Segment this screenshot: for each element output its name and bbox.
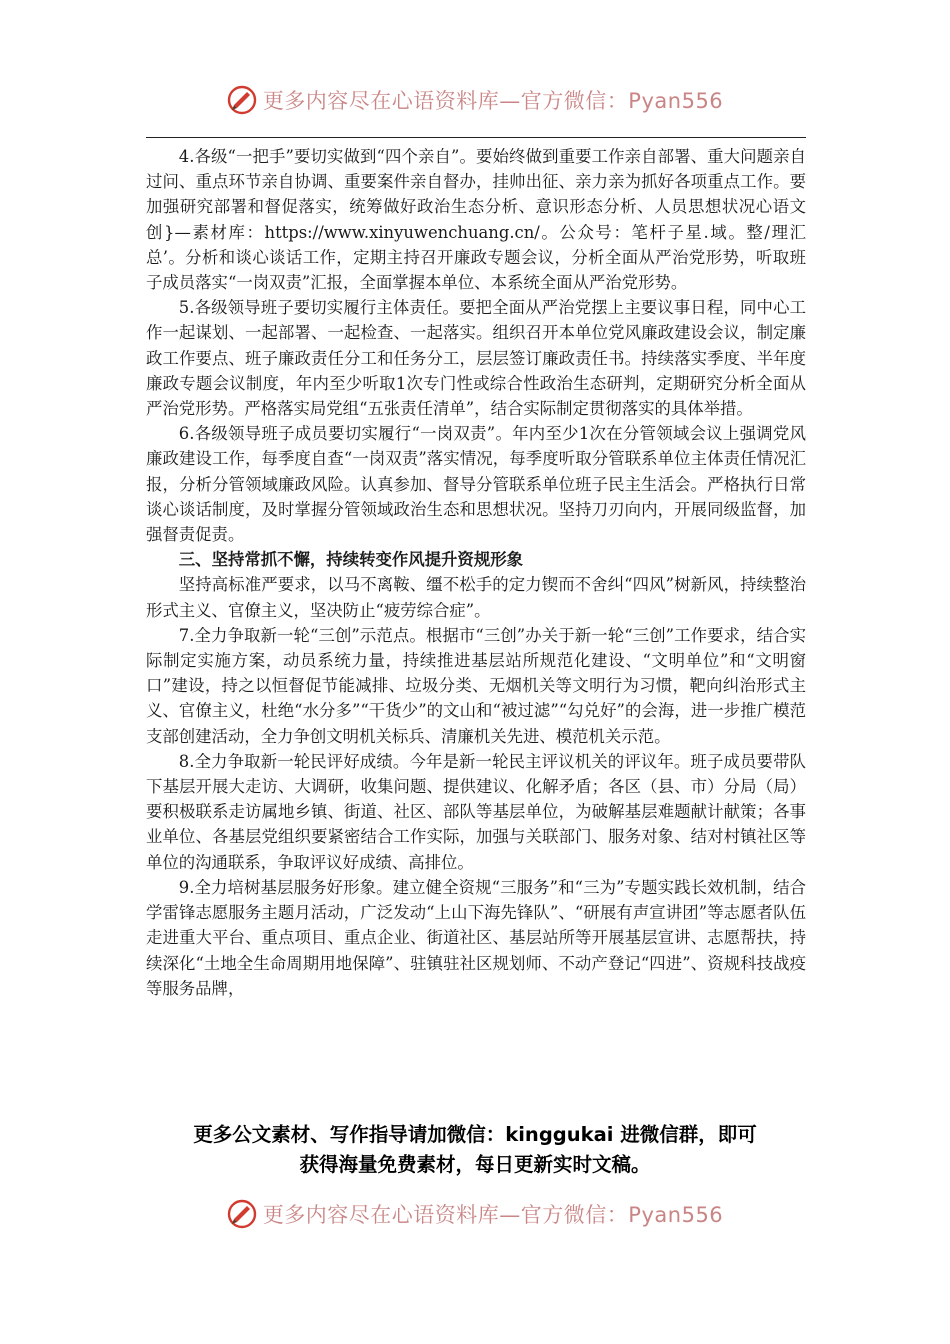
document-body	[146, 144, 806, 1001]
header-banner-text: 更多内容尽在心语资料库—官方微信：Pyan556	[262, 89, 724, 113]
header-banner	[0, 78, 950, 122]
header-divider	[146, 137, 806, 138]
promo-notice	[120, 1120, 830, 1180]
logo-icon	[227, 1199, 257, 1229]
paragraph: 5.各级领导班子要切实履行主体责任。要把全面从严治党摆上主要议事日程，同中心工作一起谋划、一起部署、一起检查、一起落实。组织召开本单位党风廉政建设会议，制定廉政工作要点、班子廉政责任分工和任务分工，层层签订廉政责任书。持续落实季度、半年度廉政专题会议制度，年内至少听取1次专门性或综合性政治生态研判，定期研究分析全面从严治党形势。严格落实局党组“五张责任清单”，结合实际制定贯彻落实的具体举措。	[146, 298, 806, 419]
footer-banner-text: 更多内容尽在心语资料库—官方微信：Pyan556	[262, 1203, 724, 1227]
paragraph: 6.各级领导班子成员要切实履行“一岗双责”。年内至少1次在分管领域会议上强调党风廉政建设工作，每季度自查“一岗双责”落实情况，每季度听取分管联系单位主体责任情况汇报，分析分管领域廉政风险。认真参加、督导分管联系单位班子民主生活会。严格执行日常谈心谈话制度，及时掌握分管领域政治生态和思想状况。坚持刀刃向内，开展同级监督，加强督责促责。	[146, 424, 806, 545]
paragraph: 4.各级“一把手”要切实做到“四个亲自”。要始终做到重要工作亲自部署、重大问题亲自过问、重点环节亲自协调、重要案件亲自督办，挂帅出征、亲力亲为抓好各项重点工作。要加强研究部署和督促落实，统筹做好政治生态分析、意识形态分析、人员思想状况心语文创}—素材库：https://www.xinyuwenchuang.cn/。公众号：笔杆子星.域。整/理汇总’。分析和谈心谈话工作，定期主持召开廉政专题会议，分析全面从严治党形势，听取班子成员落实“一岗双责”汇报，全面掌握本单位、本系统全面从严治党形势。	[146, 147, 806, 293]
paragraph: 8.全力争取新一轮民评好成绩。今年是新一轮民主评议机关的评议年。班子成员要带队下基层开展大走访、大调研，收集问题、提供建议、化解矛盾；各区（县、市）分局（局）要积极联系走访属地乡镇、街道、社区、部队等基层单位，为破解基层难题献计献策；各事业单位、各基层党组织要紧密结合工作实际，加强与关联部门、服务对象、结对村镇社区等单位的沟通联系，争取评议好成绩、高排位。	[146, 751, 806, 872]
promo-notice-line-1: 更多公文素材、写作指导请加微信：kinggukai 进微信群，即可	[193, 1123, 757, 1146]
promo-notice-line-2: 获得海量免费素材，每日更新实时文稿。	[299, 1153, 651, 1176]
footer-banner	[0, 1192, 950, 1236]
paragraph: 9.全力培树基层服务好形象。建立健全资规“三服务”和“三为”专题实践长效机制，结合学雷锋志愿服务主题月活动，广泛发动“上山下海先锋队”、“研展有声宣讲团”等志愿者队伍走进重大平台、重点项目、重点企业、街道社区、基层站所等开展基层宣讲、志愿帮扶，持续深化“土地全生命周期用地保障”、驻镇驻社区规划师、不动产登记“四进”、资规科技战疫等服务品牌，	[146, 877, 806, 998]
section-heading: 三、坚持常抓不懈，持续转变作风提升资规形象	[178, 550, 523, 570]
logo-icon	[227, 85, 257, 115]
paragraph: 7.全力争取新一轮“三创”示范点。根据市“三创”办关于新一轮“三创”工作要求，结合实际制定实施方案，动员系统力量，持续推进基层站所规范化建设、“文明单位”和“文明窗口”建设，持之以恒督促节能减排、垃圾分类、无烟机关等文明行为习惯，靶向纠治形式主义、官僚主义，杜绝“水分多”“干货少”的文山和“被过滤”“勾兑好”的会海，进一步推广模范支部创建活动，全力争创文明机关标兵、清廉机关先进、模范机关示范。	[146, 625, 806, 746]
paragraph: 坚持高标准严要求，以马不离鞍、缰不松手的定力锲而不舍纠“四风”树新风，持续整治形式主义、官僚主义，坚决防止“疲劳综合症”。	[146, 575, 806, 620]
